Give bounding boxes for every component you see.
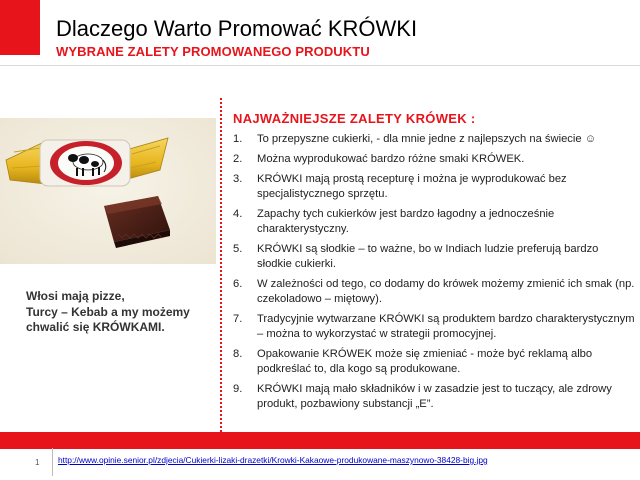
list-item bbox=[233, 382, 635, 412]
item-text: W zależności od tego, co dodamy do krówek możemy zmienić ich smak (np. czekoladowo – miętowy). bbox=[257, 277, 635, 305]
footer-divider bbox=[52, 448, 53, 476]
caption-line: chwalić się KRÓWKAMI. bbox=[26, 320, 165, 334]
list-item bbox=[233, 172, 635, 202]
benefits-heading: NAJWAŻNIEJSZE ZALETY KRÓWEK : bbox=[233, 111, 476, 126]
item-text: KRÓWKI są słodkie – to ważne, bo w Indiach ludzie preferują bardzo słodkie cukierki. bbox=[257, 242, 599, 270]
photo-caption bbox=[26, 289, 222, 336]
item-number: 5. bbox=[233, 242, 243, 255]
item-number: 7. bbox=[233, 312, 243, 325]
item-number: 4. bbox=[233, 207, 243, 220]
list-item bbox=[233, 347, 635, 377]
item-text: Można wyprodukować bardzo różne smaki KRÓWEK. bbox=[257, 152, 525, 165]
slide-title: Dlaczego Warto Promować KRÓWKI bbox=[56, 16, 418, 41]
list-item bbox=[233, 152, 635, 167]
list-item bbox=[233, 242, 635, 272]
item-text: Opakowanie KRÓWEK może się zmieniać - może być reklamą albo podkreślać to, dla kogo są produkowane. bbox=[257, 347, 593, 375]
footer-band bbox=[0, 432, 640, 449]
item-text: KRÓWKI mają mało składników i w zasadzie jest to tuczący, ale zdrowy produkt, pozbawiony substancji „E”. bbox=[257, 382, 612, 410]
title-divider bbox=[0, 65, 640, 66]
item-number: 3. bbox=[233, 172, 243, 185]
caption-line: Włosi mają pizze, bbox=[26, 289, 125, 303]
item-number: 2. bbox=[233, 152, 243, 165]
caption-line: Turcy – Kebab a my możemy bbox=[26, 304, 190, 319]
item-text: Zapachy tych cukierków jest bardzo łagodny a jednocześnie charakterystyczny. bbox=[257, 207, 555, 235]
item-text: To przepyszne cukierki, - dla mnie jedne z najlepszych na świecie ☺ bbox=[257, 133, 597, 145]
item-number: 9. bbox=[233, 382, 243, 395]
dotted-divider bbox=[220, 98, 222, 432]
candy-photo bbox=[0, 118, 216, 264]
slide-subtitle: WYBRANE ZALETY PROMOWANEGO PRODUKTU bbox=[56, 44, 370, 59]
list-item bbox=[233, 132, 635, 147]
source-link[interactable]: http://www.opinie.senior.pl/zdjecia/Cukierki-lizaki-drazetki/Krowki-Kakaowe-produkowane-maszynowo-38428-big.jpg bbox=[58, 455, 488, 465]
corner-accent bbox=[0, 0, 40, 55]
list-item bbox=[233, 207, 635, 237]
page-number: 1 bbox=[35, 458, 40, 467]
item-text: Tradycyjnie wytwarzane KRÓWKI są produktem bardzo charakterystycznym – można to wykorzystać w strategii promocyjnej. bbox=[257, 312, 635, 340]
benefits-list bbox=[233, 132, 635, 417]
item-number: 1. bbox=[233, 133, 243, 145]
item-number: 6. bbox=[233, 277, 243, 290]
item-text: KRÓWKI mają prostą recepturę i można je wyprodukować bez specjalistycznego sprzętu. bbox=[257, 172, 567, 200]
list-item bbox=[233, 277, 635, 307]
list-item bbox=[233, 312, 635, 342]
item-number: 8. bbox=[233, 347, 243, 360]
